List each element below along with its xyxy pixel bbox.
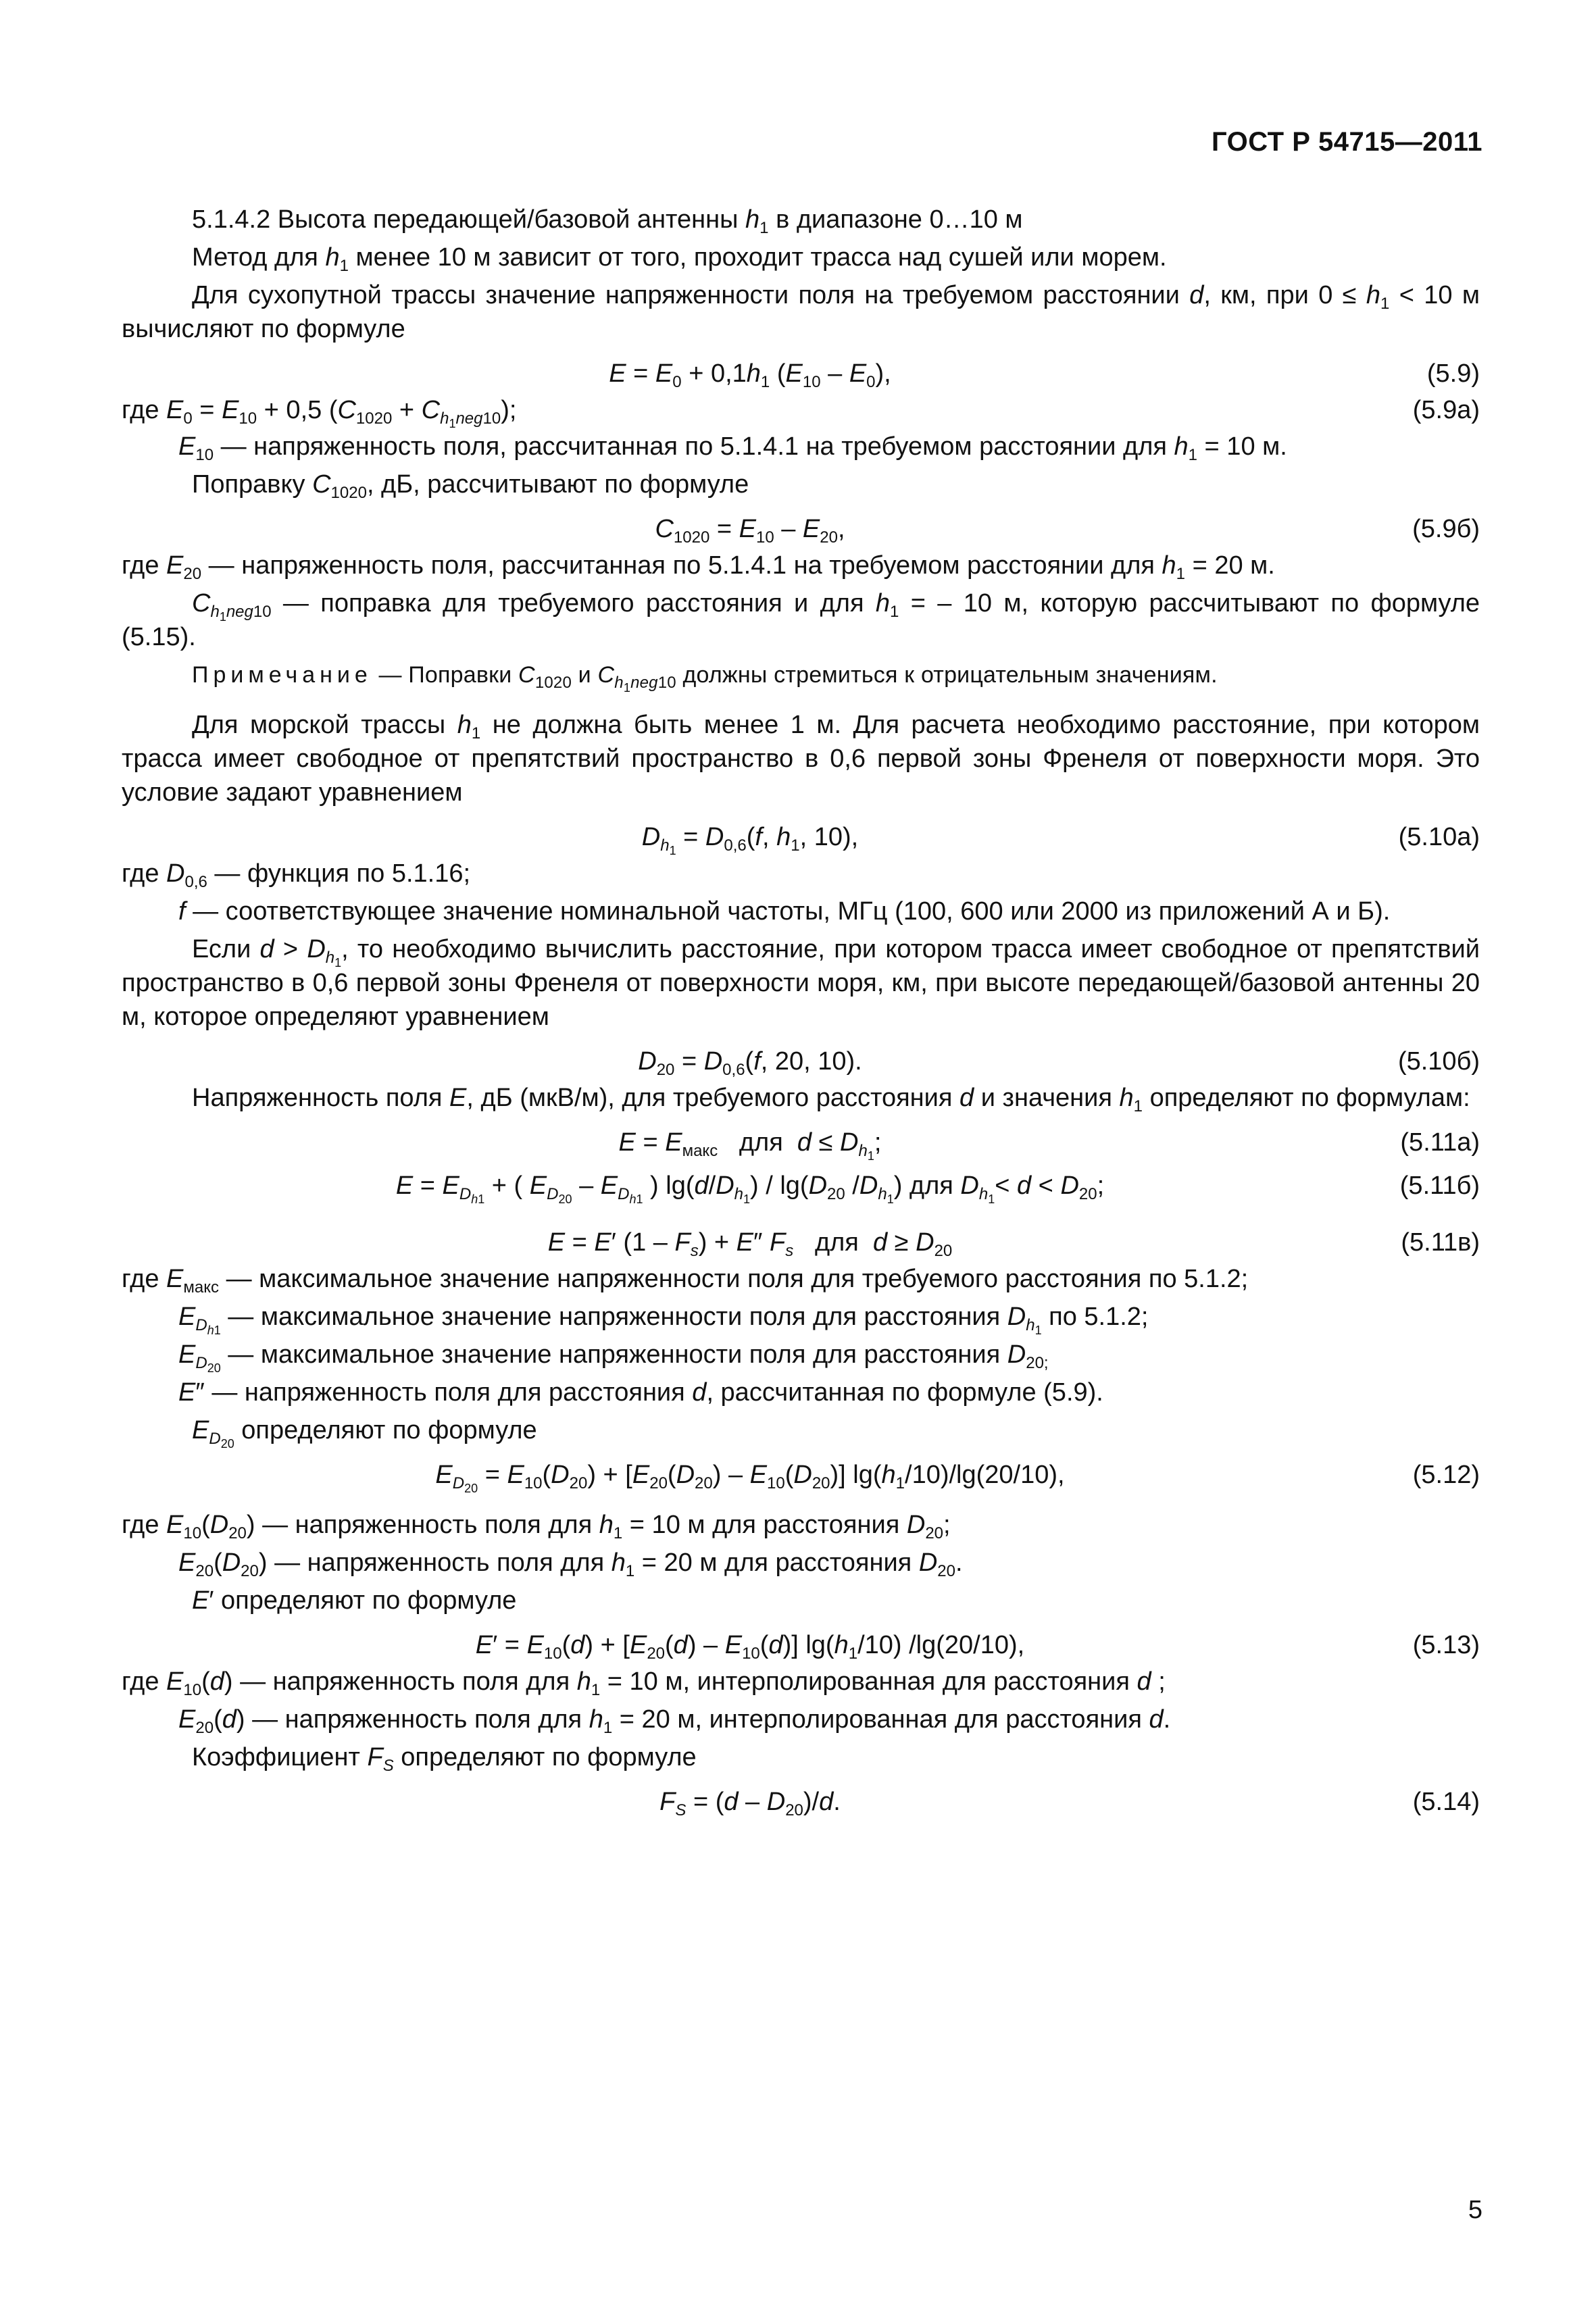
equation-5-9b bbox=[122, 505, 1480, 549]
paragraph-land-path: Для сухопутной трассы значение напряженности поля на требуемом расстоянии d, км, при $0 \le h_1 < 10$ м вычисляют по формуле bbox=[122, 281, 1480, 343]
definition-c-neg10: $C_{h_1neg10}$ — поправка для требуемого расстояния и для $h_1$ = – 10 м, которую рассчитывают по формуле (5.15). bbox=[122, 589, 1480, 651]
definition-e-double-prime: E″ — напряженность поля для расстояния d, рассчитанная по формуле (5.9). bbox=[178, 1378, 1103, 1407]
definition-e20: где $E_{20}$ — напряженность поля, рассчитанная по 5.1.4.1 на требуемом расстоянии для $h_1 = 20$ м. bbox=[122, 551, 1275, 583]
definition-e20-d: $E_{20}(d)$ — напряженность поля для $h_1 = 20$ м, интерполированная для расстояния d. bbox=[178, 1705, 1171, 1737]
definition-edh1: $E_{D_{h1}}$ — максимальное значение напряженности поля для расстояния $D_{h_1}$ по 5.1.2; bbox=[178, 1303, 1149, 1337]
equation-body: $C_{1020} = E_{10} - E_{20}$, bbox=[655, 515, 845, 547]
definition-emax: где $E_{макс}$ — максимальное значение напряженности поля для требуемого расстояния по 5.1.2; bbox=[122, 1265, 1249, 1297]
paragraph-if-d: Если $d > D_{h_1}$, то необходимо вычислить расстояние, при котором трасса имеет свободное от препятствий пространство в 0,6 первой зоны Френеля от поверхности моря, км, при высоте передающей/базовой антенны 20 м, которое определяют уравнением bbox=[122, 935, 1480, 1031]
paragraph-e-prime: E′ определяют по формуле bbox=[192, 1586, 517, 1615]
paragraph-correction: Поправку $C_{1020}$, дБ, рассчитывают по формуле bbox=[192, 470, 749, 502]
paragraph-method: Метод для $h_1$ менее 10 м зависит от того, проходит трасса над сушей или морем. bbox=[192, 243, 1167, 275]
equation-5-11c bbox=[122, 1219, 1480, 1262]
section-heading-5-1-4-2: 5.1.4.2 Высота передающей/базовой антенны $h_1$ в диапазоне 0…10 м bbox=[192, 205, 1023, 237]
equation-number: (5.9) bbox=[1426, 359, 1480, 388]
paragraph-field-strength: Напряженность поля E, дБ (мкВ/м), для требуемого расстояния d и значения $h_1$ определяют по формулам: bbox=[192, 1084, 1470, 1115]
paragraph-fs: Коэффициент $F_S$ определяют по формуле bbox=[192, 1743, 697, 1775]
equation-body: $E = E_{D_{h1}}$ + ( $E_{D_{20}} - E_{D_{h1}}$ ) $\lg(d/D_{h_1}) / \lg(D_{20}$ $/D_{h_1}$) для $D_{h_1}< d < D_{20}$; bbox=[395, 1172, 1105, 1206]
equation-5-14 bbox=[122, 1778, 1480, 1821]
equation-body: $D_{20} = D_{0,6}(f$, 20, 10). bbox=[638, 1047, 862, 1079]
definition-e10: $E_{10}$ — напряженность поля, рассчитанная по 5.1.4.1 на требуемом расстоянии для $h_1 = 10$ м. bbox=[178, 432, 1287, 464]
equation-number: (5.10б) bbox=[1397, 1047, 1480, 1076]
equation-body: E = E′ $(1 - F_s) + E''$ $F_s$ для $d \ge D_{20}$ bbox=[547, 1228, 953, 1260]
equation-body: $F_S = (d - D_{20})/d$. bbox=[659, 1788, 841, 1819]
document-header: ГОСТ Р 54715—2011 bbox=[1212, 127, 1482, 157]
definition-ed20: $E_{D_{20}}$ — максимальное значение напряженности поля для расстояния $D_{20;}$ bbox=[178, 1340, 1049, 1375]
equation-5-9a: где $E_0 = E_{10} + 0,5$ $(C_{1020} + C_{h_1neg10})$; (5.9а) bbox=[122, 393, 1480, 430]
equation-body: $D_{h_1} = D_{0,6}(f$, $h_1$, 10), bbox=[641, 823, 859, 857]
equation-number: (5.9а) bbox=[1412, 396, 1480, 424]
equation-body: $E = E_{макс}$ для $d \le D_{h_1}$; bbox=[618, 1128, 882, 1163]
equation-5-11b bbox=[122, 1162, 1480, 1219]
equation-number: (5.12) bbox=[1412, 1461, 1480, 1489]
paragraph-sea-path: Для морской трассы $h_1$ не должна быть менее 1 м. Для расчета необходимо расстояние, при котором трасса имеет свободное от препятствий пространство в 0,6 первой зоны Френеля от поверхности моря. Это условие задают уравнением bbox=[122, 711, 1480, 807]
definition-e10-d20: где $E_{10}(D_{20})$ — напряженность поля для $h_1 = 10$ м для расстояния $D_{20}$; bbox=[122, 1511, 951, 1542]
paragraph-ed20: $E_{D_{20}}$ определяют по формуле bbox=[192, 1416, 537, 1451]
equation-body: $E' = E_{10}(d) + [E_{20}(d) - E_{10}(d)]$ $\lg(h_1/10)$ /lg(20/10), bbox=[475, 1631, 1025, 1663]
equation-5-10b bbox=[122, 1038, 1480, 1081]
note: Примечание — Поправки $C_{1020}$ и $C_{h_1neg10}$ должны стремиться к отрицательным значениям. bbox=[192, 662, 1218, 695]
equation-body: $E_{D_{20}} = E_{10}(D_{20}) + [E_{20}(D_{20}) - E_{10}(D_{20})]$ $\lg(h_1/10)/\lg(20/10)$, bbox=[435, 1461, 1065, 1495]
equation-5-9 bbox=[122, 350, 1480, 393]
equation-5-11a bbox=[122, 1119, 1480, 1162]
equation-5-10a bbox=[122, 813, 1480, 857]
equation-number: (5.13) bbox=[1412, 1631, 1480, 1659]
definition-e10-d: где $E_{10}(d)$ — напряженность поля для $h_1 = 10$ м, интерполированная для расстояния d ; bbox=[122, 1667, 1166, 1699]
equation-number: (5.14) bbox=[1412, 1788, 1480, 1816]
definition-f: f — соответствующее значение номинальной частоты, МГц (100, 600 или 2000 из приложений А и Б). bbox=[178, 897, 1391, 926]
equation-5-13 bbox=[122, 1621, 1480, 1665]
equation-number: (5.11а) bbox=[1400, 1128, 1480, 1157]
document-body bbox=[122, 203, 1480, 1821]
page-number: 5 bbox=[1468, 2196, 1482, 2224]
equation-body: $E = E_0 + 0,1h_1$ $(E_{10} - E_0)$, bbox=[609, 359, 891, 391]
equation-number: (5.11в) bbox=[1401, 1228, 1480, 1257]
equation-5-12 bbox=[122, 1451, 1480, 1508]
definition-d06: где $D_{0,6}$ — функция по 5.1.16; bbox=[122, 859, 471, 891]
equation-number: (5.11б) bbox=[1399, 1172, 1480, 1200]
equation-number: (5.10а) bbox=[1398, 823, 1480, 851]
definition-e20-d20: $E_{20}(D_{20})$ — напряженность поля для $h_1 = 20$ м для расстояния $D_{20}$. bbox=[178, 1549, 963, 1580]
equation-number: (5.9б) bbox=[1412, 515, 1480, 543]
